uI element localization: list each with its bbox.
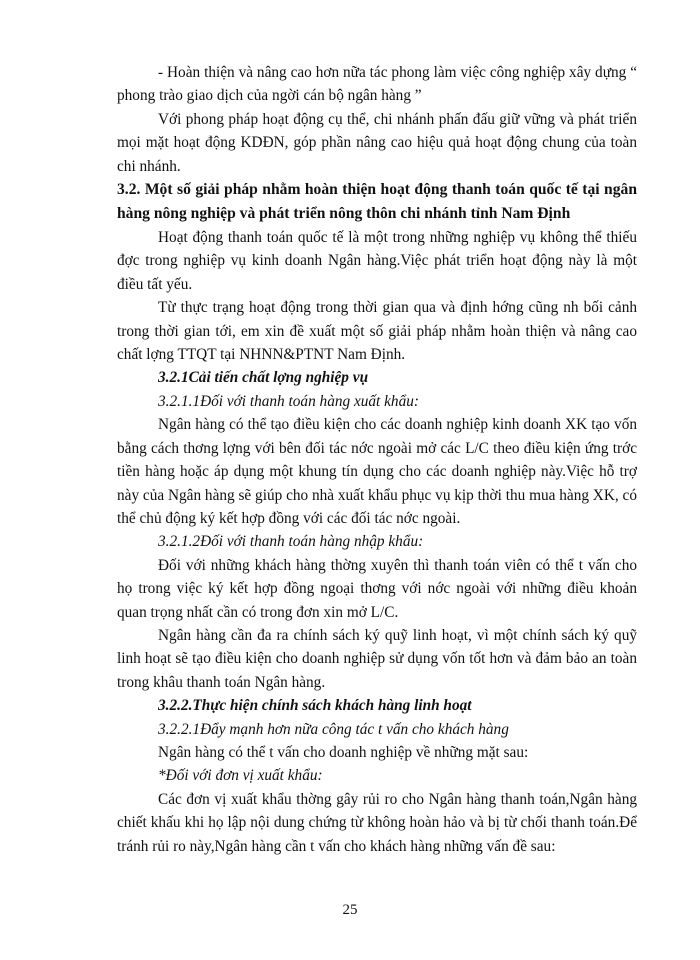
subheading-export-units: *Đối với đơn vị xuất khẩu: xyxy=(158,767,323,785)
paragraph-work-style: - Hoàn thiện và nâng cao hơn nữa tác phong làm việc công nghiệp xây dựng “ phong trào giao dịch của ngời cán bộ ngân hàng ” xyxy=(117,64,637,105)
subheading-3-2-1: 3.2.1Cải tiến chất lợng nghiệp vụ xyxy=(158,369,369,387)
subheading-3-2-2-1: 3.2.2.1Đẩy mạnh hơn nữa công tác t vấn cho khách hàng xyxy=(158,720,509,738)
section-heading-3-2: 3.2. Một số giải pháp nhằm hoàn thiện hoạt động thanh toán quốc tế tại ngân hàng nông nghiệp và phát triển nông thôn chi nhánh tỉnh Nam Định xyxy=(117,181,637,223)
paragraph-intl-payment-intro: Hoạt động thanh toán quốc tế là một trong những nghiệp vụ không thể thiếu đợc trong nghiệp vụ kinh doanh Ngân hàng.Việc phát triển hoạt động này là một điều tất yếu. xyxy=(117,229,637,293)
paragraph-export-risk: Các đơn vị xuất khẩu thờng gây rủi ro cho Ngân hàng thanh toán,Ngân hàng chiết khấu khi họ lập nội dung chứng từ không hoàn hảo và bị từ chối thanh toán.Để tránh rủi ro này,Ngân hàng cần t vấn cho khách hàng những vấn đề sau: xyxy=(117,790,637,855)
subheading-3-2-1-1: 3.2.1.1Đối với thanh toán hàng xuất khẩu: xyxy=(158,392,419,410)
paragraph-branch-goal: Với phong pháp hoạt động cụ thể, chi nhánh phấn đấu giữ vững và phát triển mọi mặt hoạt động KDĐN, góp phần nâng cao hiệu quả hoạt động chung của toàn chi nhánh. xyxy=(117,110,637,175)
paragraph-export-support: Ngân hàng có thể tạo điều kiện cho các doanh nghiệp kinh doanh XK tạo vốn bằng cách thơng lợng với bên đối tác nớc ngoài mở các L/C theo điều kiện ứng trớc tiền hàng hoặc áp dụng một khung tín dụng cho các doanh nghiệp này.Việc hỗ trợ này của Ngân hàng sẽ giúp cho nhà xuất khẩu phục vụ kịp thời thu mua hàng XK, có thể chủ động ký kết hợp đồng với các đối tác nớc ngoài. xyxy=(117,416,637,527)
page-body xyxy=(117,61,637,858)
page-number: 25 xyxy=(342,902,358,918)
paragraph-consulting-aspects: Ngân hàng có thể t vấn cho doanh nghiệp về những mặt sau: xyxy=(158,743,529,761)
paragraph-deposit-policy: Ngân hàng cần đa ra chính sách ký quỹ linh hoạt, vì một chính sách ký quỹ linh hoạt sẽ tạo điều kiện cho doanh nghiệp sử dụng vốn tốt hơn và đảm bảo an toàn trong khâu thanh toán Ngân hàng. xyxy=(117,626,637,691)
subheading-3-2-2: 3.2.2.Thực hiện chính sách khách hàng linh hoạt xyxy=(158,697,472,715)
subheading-3-2-1-2: 3.2.1.2Đối với thanh toán hàng nhập khẩu: xyxy=(158,533,424,551)
paragraph-proposal: Từ thực trạng hoạt động trong thời gian qua và định hớng cũng nh bối cảnh trong thời gian tới, em xin đề xuất một số giải pháp nhằm hoàn thiện và nâng cao chất lợng TTQT tại NHNN&PTNT Nam Định. xyxy=(117,299,637,364)
paragraph-import-advice: Đối với những khách hàng thờng xuyên thì thanh toán viên có thể t vấn cho họ trong việc ký kết hợp đồng ngoại thơng với nớc ngoài với những điều khoản quan trọng nhất cần có trong đơn xin mở L/C. xyxy=(117,556,637,621)
